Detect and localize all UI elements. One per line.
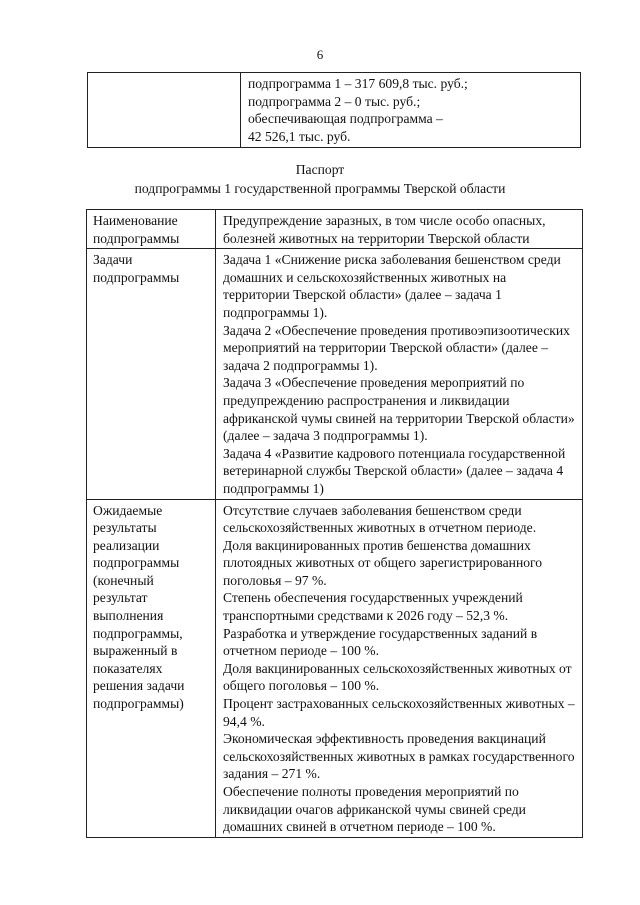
- row-label: Наименование подпрограммы: [87, 210, 216, 249]
- row-content: [216, 210, 583, 249]
- row-item: Задача 2 «Обеспечение проведения противоэпизоотических мероприятий на территории Тверской области» (далее – задача 2 подпрограммы 1).: [223, 322, 570, 373]
- passport-subtitle: подпрограммы 1 государственной программы Тверской области: [134, 181, 506, 196]
- row-item: Разработка и утверждение государственных заданий в отчетном периоде – 100 %.: [223, 625, 538, 659]
- funding-line: обеспечивающая подпрограмма –: [248, 111, 443, 127]
- empty-cell: [88, 73, 241, 148]
- passport-table: [86, 209, 583, 838]
- row-item: Предупреждение заразных, в том числе особо опасных, болезней животных на территории Тверской области: [223, 213, 546, 246]
- table-row: [87, 499, 583, 837]
- funding-line: 42 526,1 тыс. руб.: [248, 128, 351, 144]
- passport-title: Паспорт: [295, 162, 345, 177]
- table-row: [88, 73, 581, 148]
- funding-line: подпрограмма 1 – 317 609,8 тыс. руб.;: [248, 76, 468, 91]
- row-item: Задача 1 «Снижение риска заболевания бешенством среди домашних и сельскохозяйственных животных на территории Тверской области» (далее – задача 1 подпрограммы 1).: [223, 252, 561, 320]
- row-item: Доля вакцинированных сельскохозяйственных животных от общего поголовья – 100 %.: [223, 660, 572, 694]
- table-row: [87, 210, 583, 249]
- row-item: Экономическая эффективность проведения вакцинаций сельскохозяйственных животных в рамках государственного задания – 271 %.: [223, 731, 575, 782]
- row-content: [216, 249, 583, 499]
- funding-table-continuation: [87, 72, 581, 148]
- funding-cell: [241, 73, 581, 148]
- row-item: Задача 3 «Обеспечение проведения мероприятий по предупреждению распространения и ликвидации африканской чумы свиней на территории Тверской области» (далее – задача 3 подпрограммы 1).: [223, 375, 575, 444]
- row-item: Задача 4 «Развитие кадрового потенциала государственной ветеринарной службы Тверской области» (далее – задача 4 подпрограммы 1): [223, 445, 566, 496]
- row-label: Ожидаемые результаты реализации подпрограммы (конечный результат выполнения подпрограммы, выраженный в показателях решения задачи подпрограммы): [87, 499, 216, 837]
- row-item: Обеспечение полноты проведения мероприятий по ликвидации очагов африканской чумы свиней среди домашних свиней в отчетном периоде – 100 %.: [223, 784, 526, 835]
- row-item: Доля вакцинированных против бешенства домашних плотоядных животных от общего зарегистрированного поголовья – 97 %.: [223, 537, 543, 588]
- table-row: [87, 249, 583, 499]
- row-label: Задачи подпрограммы: [87, 249, 216, 499]
- row-content: [216, 499, 583, 837]
- row-item: Отсутствие случаев заболевания бешенством среди сельскохозяйственных животных в отчетном периоде.: [223, 502, 537, 536]
- row-item: Степень обеспечения государственных учреждений транспортными средствами к 2026 году – 52,3 %.: [223, 590, 523, 624]
- page-number: 6: [316, 47, 324, 62]
- funding-line: подпрограмма 2 – 0 тыс. руб.;: [248, 93, 421, 109]
- row-item: Процент застрахованных сельскохозяйственных животных – 94,4 %.: [223, 696, 575, 729]
